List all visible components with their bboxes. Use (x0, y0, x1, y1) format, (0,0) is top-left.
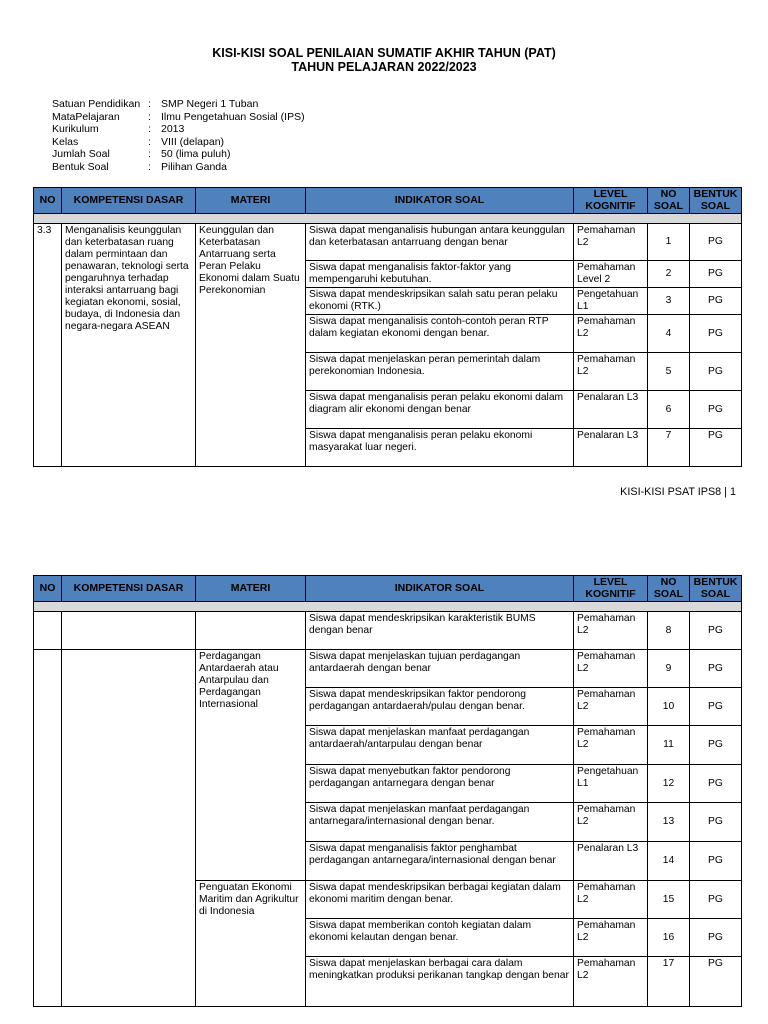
bentuk-cell: PG (690, 353, 742, 391)
header-bentuk-soal: BENTUK SOAL (690, 576, 742, 602)
info-row (52, 98, 305, 111)
page-footer: KISI-KISI PSAT IPS8 | 1 (620, 486, 736, 498)
info-colon: : (148, 135, 151, 148)
info-row (52, 148, 305, 161)
no-soal-cell: 5 (648, 353, 690, 391)
level-cell: Pemahaman L2 (574, 803, 648, 842)
info-colon: : (148, 160, 151, 173)
bentuk-cell: PG (690, 842, 742, 881)
bentuk-cell: PG (690, 429, 742, 467)
info-value: Pilihan Ganda (161, 160, 227, 173)
bentuk-cell: PG (690, 957, 742, 1007)
level-cell: Pemahaman L2 (574, 726, 648, 765)
info-row (52, 161, 305, 174)
indikator-cell: Siswa dapat menjelaskan manfaat perdagangan antarnegara/internasional dengan benar. (306, 803, 574, 842)
table-row (34, 612, 742, 650)
indikator-cell: Siswa dapat menyebutkan faktor pendorong perdagangan antarnegara dengan benar (306, 765, 574, 803)
level-cell: Pemahaman L2 (574, 315, 648, 353)
level-cell: Pemahaman Level 2 (574, 261, 648, 288)
level-cell: Pemahaman L2 (574, 650, 648, 688)
no-soal-cell: 1 (648, 224, 690, 261)
indikator-cell: Siswa dapat menjelaskan manfaat perdagangan antardaerah/antarpulau dengan benar (306, 726, 574, 765)
indikator-cell: Siswa dapat memberikan contoh kegiatan dalam ekonomi kelautan dengan benar. (306, 919, 574, 957)
level-cell: Penalaran L3 (574, 842, 648, 881)
bentuk-cell: PG (690, 261, 742, 288)
bentuk-cell: PG (690, 612, 742, 650)
bentuk-cell: PG (690, 391, 742, 429)
header-kompetensi-dasar: KOMPETENSI DASAR (62, 576, 196, 602)
info-colon: : (148, 148, 151, 161)
bentuk-cell: PG (690, 881, 742, 919)
empty-materi-cell (196, 612, 306, 650)
materi-text: Keunggulan dan Keterbatasan Antarruang serta Peran Pelaku Ekonomi dalam Suatu Perekonomian (196, 224, 306, 467)
identity-block (52, 98, 305, 174)
header-bentuk-soal: BENTUK SOAL (690, 188, 742, 214)
kisi-kisi-table-page-1 (33, 187, 742, 467)
indikator-cell: Siswa dapat menganalisis faktor penghambat perdagangan antarnegara/internasional dengan benar (306, 842, 574, 881)
info-value: VIII (delapan) (161, 135, 225, 148)
header-materi: MATERI (196, 576, 306, 602)
no-soal-cell: 13 (648, 803, 690, 842)
info-colon: : (148, 98, 151, 110)
empty-no-cell (34, 612, 62, 650)
bentuk-cell: PG (690, 288, 742, 315)
materi-text: Perdagangan Antardaerah atau Antarpulau dan Perdagangan Internasional (196, 650, 306, 881)
level-cell: Pemahaman L2 (574, 957, 648, 1007)
empty-kd-cell (62, 650, 196, 1007)
no-soal-cell: 12 (648, 765, 690, 803)
info-label: Kurikulum (52, 123, 99, 136)
info-colon: : (148, 123, 151, 136)
indikator-cell: Siswa dapat menganalisis peran pelaku ekonomi dalam diagram alir ekonomi dengan benar (306, 391, 574, 429)
bentuk-cell: PG (690, 726, 742, 765)
bentuk-cell: PG (690, 803, 742, 842)
no-soal-cell: 8 (648, 612, 690, 650)
level-cell: Pemahaman L2 (574, 919, 648, 957)
info-value: 2013 (161, 123, 185, 136)
table-row (34, 650, 742, 688)
info-label: Bentuk Soal (52, 160, 109, 173)
empty-no-cell (34, 650, 62, 1007)
info-row (52, 136, 305, 149)
no-soal-cell: 16 (648, 919, 690, 957)
document-subtitle: TAHUN PELAJARAN 2022/2023 (291, 60, 477, 74)
table-header-row (34, 576, 742, 602)
indikator-cell: Siswa dapat mendeskripsikan salah satu peran pelaku ekonomi (RTK.) (306, 288, 574, 315)
bentuk-cell: PG (690, 919, 742, 957)
info-label: Kelas (52, 135, 79, 148)
bentuk-cell: PG (690, 688, 742, 726)
header-indikator-soal: INDIKATOR SOAL (306, 576, 574, 602)
no-soal-cell: 14 (648, 842, 690, 881)
info-label: Jumlah Soal (52, 148, 110, 161)
info-colon: : (148, 110, 151, 123)
kd-number: 3.3 (34, 224, 62, 467)
no-soal-cell: 17 (648, 957, 690, 1007)
no-soal-cell: 15 (648, 881, 690, 919)
table-row (34, 224, 742, 261)
level-cell: Pemahaman L2 (574, 224, 648, 261)
level-cell: Pemahaman L2 (574, 881, 648, 919)
header-no-soal: NO SOAL (648, 188, 690, 214)
indikator-cell: Siswa dapat menjelaskan berbagai cara dalam meningkatkan produksi perikanan tangkap dengan benar (306, 957, 574, 1007)
no-soal-cell: 6 (648, 391, 690, 429)
header-level-kognitif: LEVEL KOGNITIF (574, 576, 648, 602)
indikator-cell: Siswa dapat menganalisis peran pelaku ekonomi masyarakat luar negeri. (306, 429, 574, 467)
indikator-cell: Siswa dapat menganalisis contoh-contoh peran RTP dalam kegiatan ekonomi dengan benar. (306, 315, 574, 353)
header-no: NO (34, 576, 62, 602)
level-cell: Pengetahuan L1 (574, 288, 648, 315)
level-cell: Penalaran L3 (574, 391, 648, 429)
no-soal-cell: 4 (648, 315, 690, 353)
bentuk-cell: PG (690, 315, 742, 353)
separator-row (34, 602, 742, 612)
separator-row (34, 214, 742, 224)
no-soal-cell: 2 (648, 261, 690, 288)
bentuk-cell: PG (690, 765, 742, 803)
header-materi: MATERI (196, 188, 306, 214)
header-indikator-soal: INDIKATOR SOAL (306, 188, 574, 214)
materi-text: Penguatan Ekonomi Maritim dan Agrikultur di Indonesia (196, 881, 306, 1007)
indikator-cell: Siswa dapat menganalisis hubungan antara keunggulan dan keterbatasan antarruang dengan benar (306, 224, 574, 261)
indikator-cell: Siswa dapat menjelaskan peran pemerintah dalam perekonomian Indonesia. (306, 353, 574, 391)
info-row (52, 111, 305, 124)
info-label: Satuan Pendidikan (52, 98, 141, 110)
kompetensi-dasar-text: Menganalisis keunggulan dan keterbatasan ruang dalam permintaan dan penawaran, teknologi serta pengaruhnya terhadap interaksi antarruang bagi kegiatan ekonomi, sosial, budaya, di Indonesia dan negara-negara ASEAN (62, 224, 196, 467)
header-no-soal: NO SOAL (648, 576, 690, 602)
indikator-cell: Siswa dapat mendeskripsikan karakteristik BUMS dengan benar (306, 612, 574, 650)
level-cell: Pengetahuan L1 (574, 765, 648, 803)
indikator-cell: Siswa dapat mendeskripsikan berbagai kegiatan dalam ekonomi maritim dengan benar. (306, 881, 574, 919)
indikator-cell: Siswa dapat menganalisis faktor-faktor yang mempengaruhi kebutuhan. (306, 261, 574, 288)
empty-kd-cell (62, 612, 196, 650)
info-value: 50 (lima puluh) (161, 148, 231, 161)
no-soal-cell: 10 (648, 688, 690, 726)
bentuk-cell: PG (690, 224, 742, 261)
no-soal-cell: 3 (648, 288, 690, 315)
header-level-kognitif: LEVEL KOGNITIF (574, 188, 648, 214)
level-cell: Pemahaman L2 (574, 353, 648, 391)
no-soal-cell: 11 (648, 726, 690, 765)
header-kompetensi-dasar: KOMPETENSI DASAR (62, 188, 196, 214)
info-row (52, 123, 305, 136)
indikator-cell: Siswa dapat menjelaskan tujuan perdagangan antardaerah dengan benar (306, 650, 574, 688)
no-soal-cell: 7 (648, 429, 690, 467)
table-header-row (34, 188, 742, 214)
bentuk-cell: PG (690, 650, 742, 688)
info-label: MataPelajaran (52, 110, 120, 123)
level-cell: Pemahaman L2 (574, 688, 648, 726)
indikator-cell: Siswa dapat mendeskripsikan faktor pendorong perdagangan antardaerah/pulau dengan benar. (306, 688, 574, 726)
level-cell: Penalaran L3 (574, 429, 648, 467)
kisi-kisi-table-page-2 (33, 575, 742, 1007)
info-value: SMP Negeri 1 Tuban (161, 98, 259, 110)
level-cell: Pemahaman L2 (574, 612, 648, 650)
document-title: KISI-KISI SOAL PENILAIAN SUMATIF AKHIR TAHUN (PAT) (212, 46, 556, 60)
header-no: NO (34, 188, 62, 214)
info-value: Ilmu Pengetahuan Sosial (IPS) (161, 110, 305, 123)
no-soal-cell: 9 (648, 650, 690, 688)
